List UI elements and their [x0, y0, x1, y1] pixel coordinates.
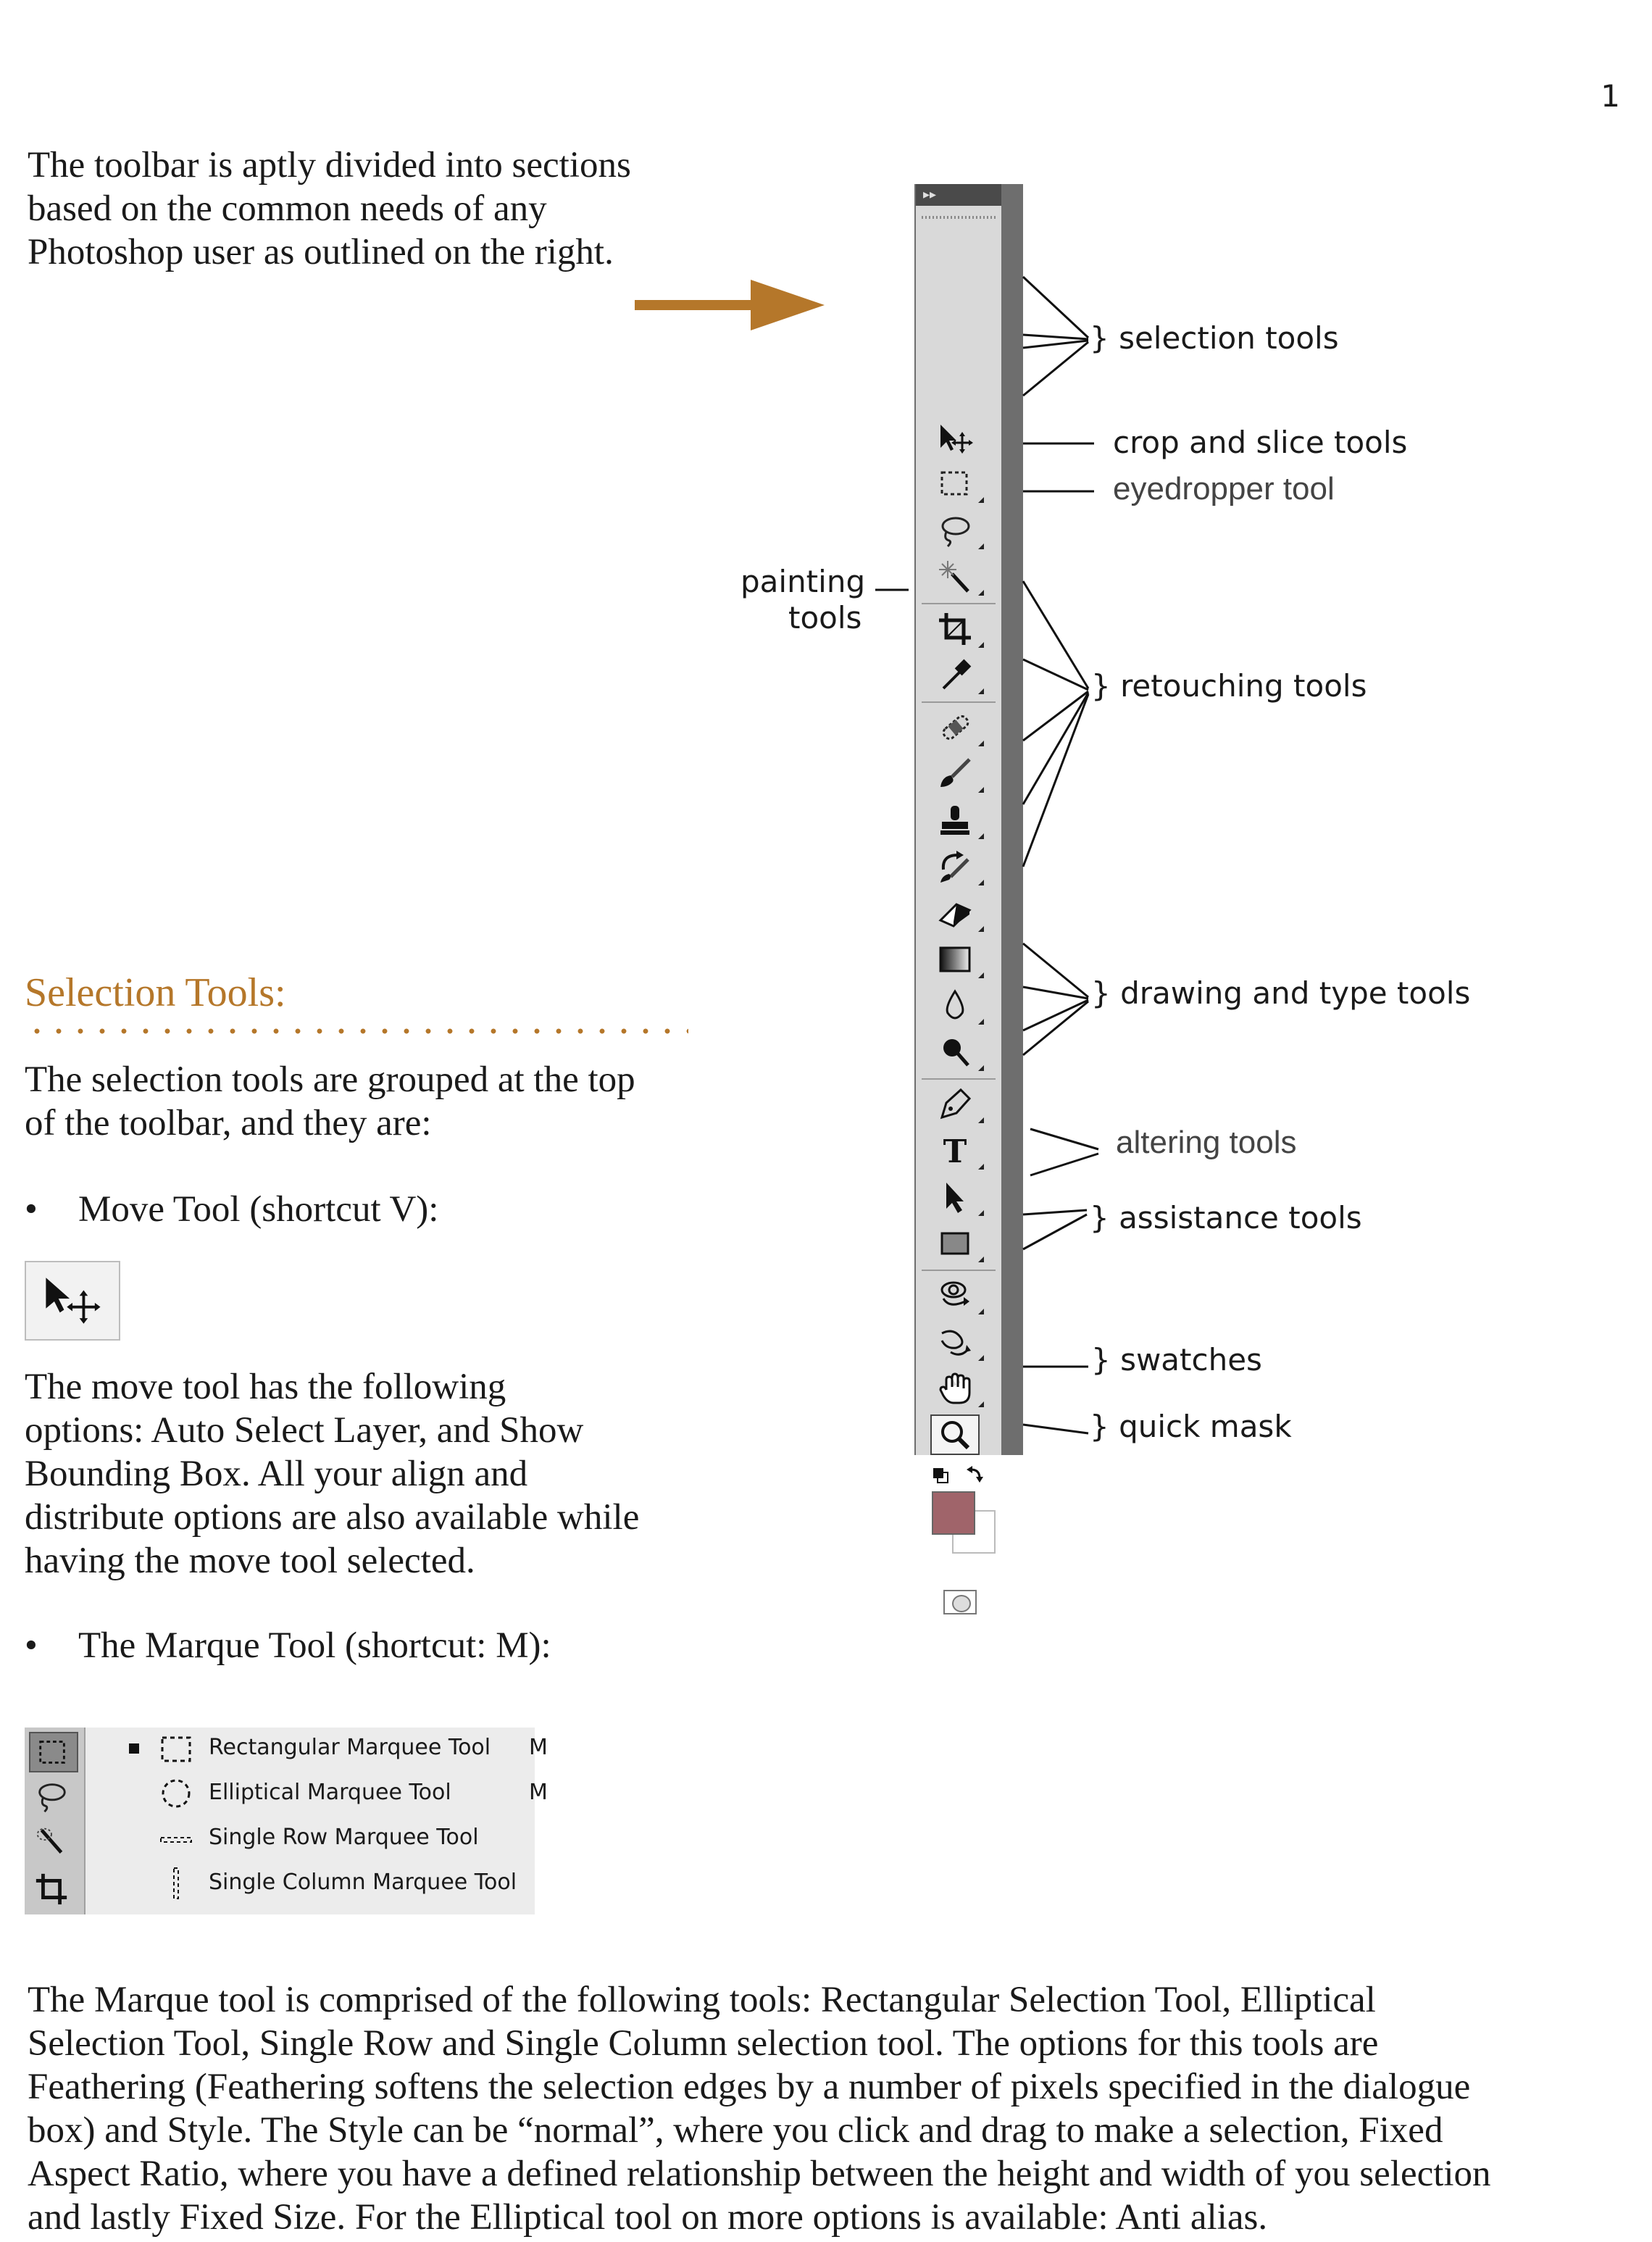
label-swatches: } swatches — [1091, 1342, 1262, 1378]
label-painting: painting — [741, 564, 866, 599]
marquee-flyout-menu — [25, 1728, 548, 1914]
label-connectors — [855, 254, 1116, 1449]
pointer-arrow — [635, 280, 825, 330]
label-drawing-type-tools: } drawing and type tools — [1091, 975, 1471, 1011]
move-line: Bounding Box. All your align and — [25, 1454, 528, 1494]
move-tool-description — [25, 1365, 639, 1583]
single-column-marquee-icon — [158, 1867, 194, 1900]
label-crop-slice-tools: crop and slice tools — [1113, 425, 1408, 460]
section-intro — [25, 1058, 635, 1145]
bullet-text: The Marque Tool (shortcut: M): — [78, 1625, 551, 1666]
quick-selection-tool[interactable] — [29, 1822, 78, 1862]
move-line: options: Auto Select Layer, and Show — [25, 1410, 584, 1451]
bullet-move-tool — [25, 1188, 677, 1232]
closing-line: box) and Style. The Style can be “normal”, where you click and drag to make a selection, Fixed — [28, 2110, 1443, 2151]
bullet-dot: • — [25, 1189, 38, 1230]
menu-item-label: Single Row Marquee Tool — [209, 1825, 479, 1850]
page-number: 1 — [1601, 78, 1620, 114]
move-tool-image — [25, 1261, 120, 1341]
closing-line: and lastly Fixed Size. For the Elliptical tool on more options is available: Anti alias. — [28, 2197, 1268, 2238]
marquee-description — [28, 1978, 1491, 2239]
closing-line: Aspect Ratio, where you have a defined relationship between the height and width of you selection — [28, 2154, 1491, 2194]
dotted-divider — [26, 1026, 688, 1036]
intro-line: The toolbar is aptly divided into sections — [28, 145, 631, 186]
elliptical-marquee-icon — [158, 1777, 194, 1810]
menu-item-shortcut: M — [529, 1735, 548, 1760]
lasso-tool[interactable] — [29, 1777, 78, 1817]
quick-selection-icon — [33, 1823, 70, 1859]
intro-line: Photoshop user as outlined on the right. — [28, 232, 614, 272]
menu-item-shortcut: M — [529, 1780, 548, 1805]
label-painting-tools: tools — [788, 600, 862, 635]
menu-item-rectangular-marquee[interactable] — [94, 1728, 548, 1771]
move-line: distribute options are also available while — [25, 1497, 640, 1538]
section-intro-line: The selection tools are grouped at the top — [25, 1059, 635, 1100]
default-colors-icon[interactable] — [932, 1464, 990, 1485]
move-line: having the move tool selected. — [25, 1541, 475, 1581]
crop-tool[interactable] — [29, 1870, 78, 1910]
menu-item-single-row-marquee[interactable] — [94, 1817, 529, 1861]
section-heading: Selection Tools: — [25, 970, 286, 1015]
closing-line: The Marque tool is comprised of the following tools: Rectangular Selection Tool, Elliptical — [28, 1980, 1376, 2020]
section-intro-line: of the toolbar, and they are: — [25, 1103, 432, 1143]
quick-mask-icon — [952, 1595, 971, 1612]
rectangular-marquee-icon — [158, 1732, 194, 1765]
svg-text:T: T — [943, 1133, 967, 1170]
crop-icon — [33, 1871, 70, 1907]
label-quick-mask: } quick mask — [1090, 1409, 1292, 1444]
label-altering-tools: altering tools — [1116, 1125, 1297, 1160]
menu-item-label: Elliptical Marquee Tool — [209, 1780, 451, 1805]
grip — [922, 216, 996, 219]
bullet-text: Move Tool (shortcut V): — [78, 1189, 439, 1230]
label-eyedropper-tool: eyedropper tool — [1113, 471, 1335, 507]
label-selection-tools: } selection tools — [1090, 320, 1339, 356]
quick-mask-button[interactable] — [943, 1590, 977, 1614]
move-icon — [26, 1262, 119, 1339]
label-assistance-tools: } assistance tools — [1090, 1200, 1362, 1235]
lasso-icon — [33, 1778, 70, 1814]
closing-line: Selection Tool, Single Row and Single Column selection tool. The options for this tools are — [28, 2023, 1379, 2064]
bullet-marquee-tool — [25, 1625, 677, 1668]
marquee-tool-selected[interactable] — [29, 1732, 78, 1772]
color-controls — [932, 1464, 990, 1485]
intro-line: based on the common needs of any — [28, 188, 547, 229]
mini-toolbar — [25, 1728, 85, 1914]
selected-indicator — [129, 1743, 139, 1754]
intro-paragraph — [28, 143, 631, 274]
menu-item-label: Single Column Marquee Tool — [209, 1870, 517, 1895]
bullet-dot: • — [25, 1625, 38, 1666]
toolbar-header: ▸▸ — [916, 184, 1001, 206]
closing-line: Feathering (Feathering softens the selection edges by a number of pixels specified in the dialogue — [28, 2067, 1471, 2107]
menu-item-elliptical-marquee[interactable] — [94, 1772, 548, 1816]
label-retouching-tools: } retouching tools — [1091, 668, 1367, 704]
menu-item-label: Rectangular Marquee Tool — [209, 1735, 491, 1760]
single-row-marquee-icon — [158, 1822, 194, 1855]
rectangular-marquee-icon — [35, 1735, 71, 1771]
foreground-color-swatch[interactable] — [932, 1491, 975, 1535]
menu-item-single-column-marquee[interactable] — [94, 1862, 529, 1906]
move-line: The move tool has the following — [25, 1367, 506, 1407]
